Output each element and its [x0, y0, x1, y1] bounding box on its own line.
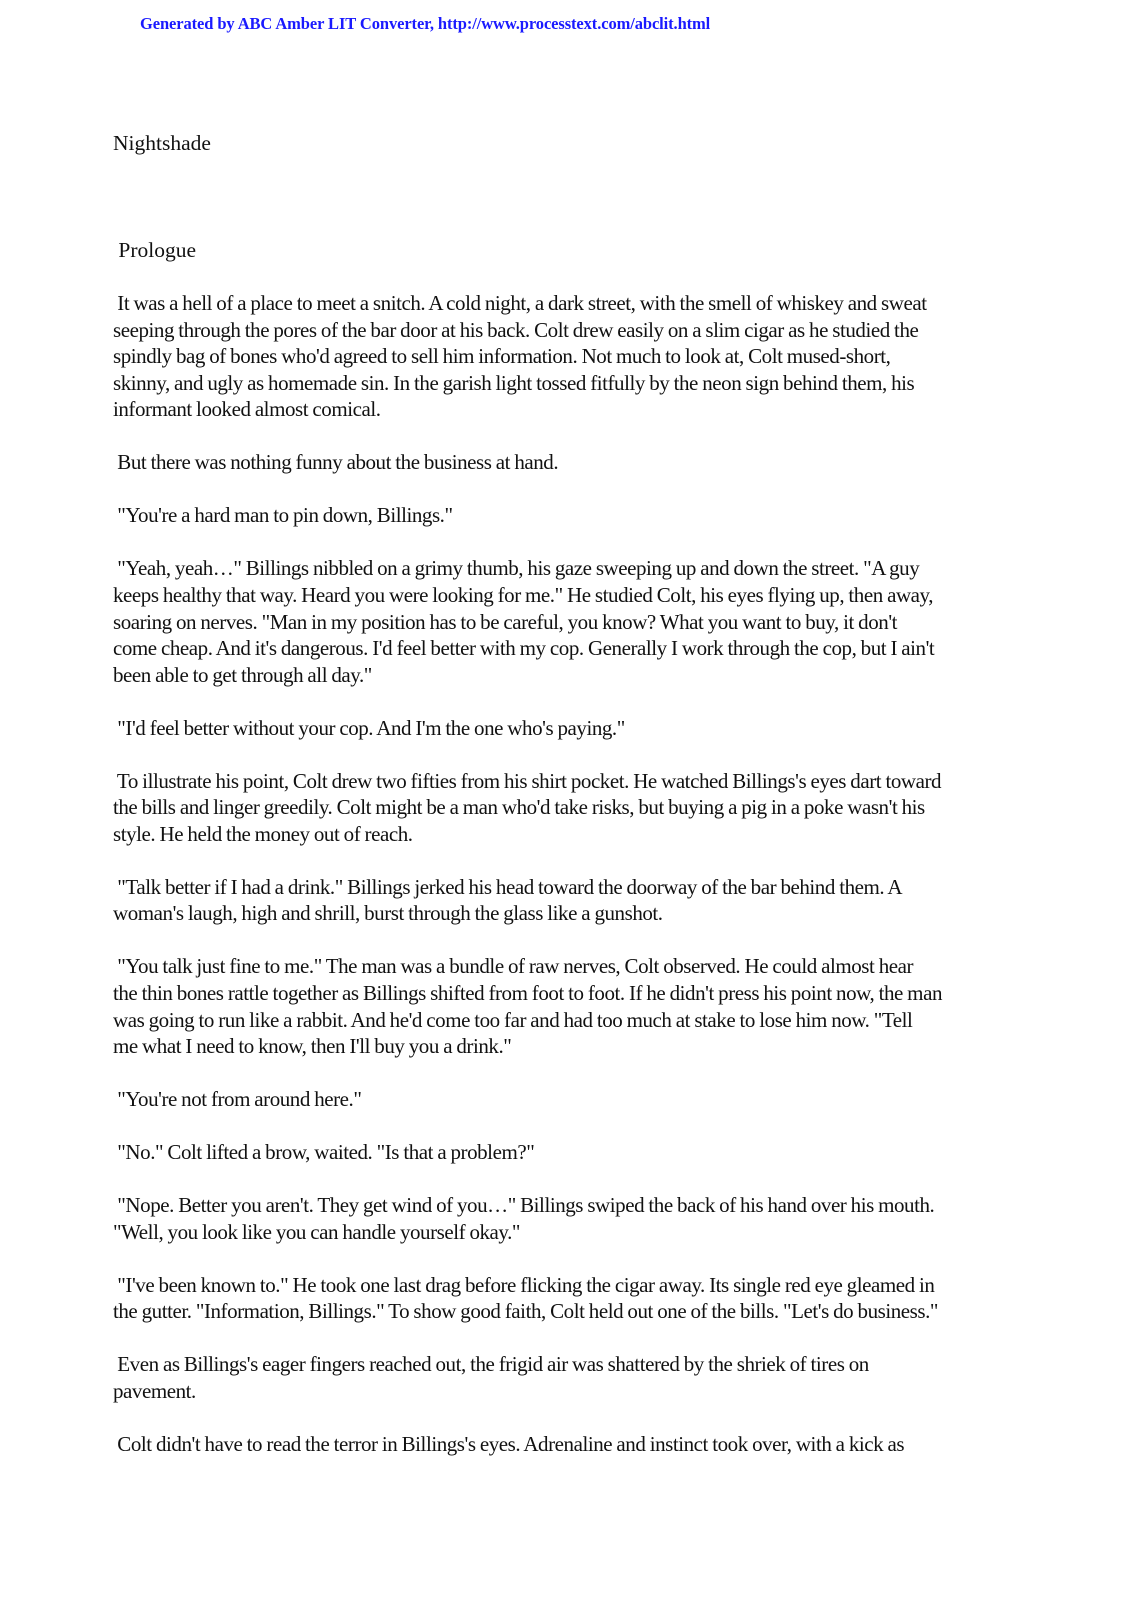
text-line: "I'd feel better without your cop. And I'm the one who's paying." — [113, 715, 625, 740]
text-line: "You're a hard man to pin down, Billings." — [113, 503, 453, 528]
text-line: skinny, and ugly as homemade sin. In the garish light tossed fitfully by the neon sign behind them, his — [113, 370, 915, 395]
text-line: the bills and linger greedily. Colt might be a man who'd take risks, but buying a pig in a poke wasn't his — [113, 795, 925, 820]
chapter-heading: Prologue — [113, 238, 197, 262]
text-line: But there was nothing funny about the business at hand. — [113, 450, 559, 475]
paragraph — [113, 555, 1013, 688]
text-line: To illustrate his point, Colt drew two fifties from his shirt pocket. He watched Billings's eyes dart toward — [113, 768, 942, 793]
paragraph — [113, 449, 1013, 476]
text-line: come cheap. And it's dangerous. I'd feel better with my cop. Generally I work through the cop, but I ain't — [113, 636, 935, 661]
paragraph — [113, 953, 1013, 1059]
text-line: It was a hell of a place to meet a snitch. A cold night, a dark street, with the smell of whiskey and sweat — [113, 291, 927, 315]
paragraph — [113, 290, 1013, 423]
text-line: me what I need to know, then I'll buy you a drink." — [113, 1034, 512, 1059]
paragraph — [113, 1431, 1013, 1458]
text-line: the thin bones rattle together as Billings shifted from foot to foot. If he didn't press his point now, the man — [113, 981, 942, 1006]
text-line: "I've been known to." He took one last drag before flicking the cigar away. Its single red eye gleamed in — [113, 1272, 935, 1297]
paragraph — [113, 1139, 1013, 1166]
text-line: informant looked almost comical. — [113, 397, 381, 422]
text-line: "Nope. Better you aren't. They get wind of you…" Billings swiped the back of his hand over his mouth. — [113, 1193, 935, 1218]
text-line: Colt didn't have to read the terror in Billings's eyes. Adrenaline and instinct took over, with a kick as — [113, 1431, 905, 1456]
text-line: was going to run like a rabbit. And he'd come too far and had too much at stake to lose him now. "Tell — [113, 1007, 913, 1032]
document-title: Nightshade — [113, 131, 211, 155]
paragraph — [113, 502, 1013, 529]
text-line: "Talk better if I had a drink." Billings jerked his head toward the doorway of the bar behind them. A — [113, 874, 903, 899]
paragraph — [113, 874, 1013, 927]
text-line: "Well, you look like you can handle yourself okay." — [113, 1219, 521, 1244]
paragraph — [113, 768, 1013, 848]
text-line: "Yeah, yeah…" Billings nibbled on a grimy thumb, his gaze sweeping up and down the street. "A guy — [113, 556, 920, 581]
paragraph — [113, 1086, 1013, 1113]
text-line: "You talk just fine to me." The man was a bundle of raw nerves, Colt observed. He could almost hear — [113, 954, 914, 979]
paragraph — [113, 1192, 1013, 1245]
converter-banner-link[interactable]: Generated by ABC Amber LIT Converter, http://www.processtext.com/abclit.html — [140, 14, 711, 33]
text-line: "You're not from around here." — [113, 1087, 362, 1112]
text-line: woman's laugh, high and shrill, burst through the glass like a gunshot. — [113, 901, 663, 926]
text-line: pavement. — [113, 1378, 196, 1403]
document-body — [113, 290, 1013, 1484]
text-line: been able to get through all day." — [113, 662, 372, 687]
text-line: Even as Billings's eager fingers reached out, the frigid air was shattered by the shriek of tires on — [113, 1352, 869, 1377]
text-line: "No." Colt lifted a brow, waited. "Is that a problem?" — [113, 1140, 535, 1165]
text-line: the gutter. "Information, Billings." To show good faith, Colt held out one of the bills. "Let's do business." — [113, 1299, 939, 1324]
paragraph — [113, 715, 1013, 742]
paragraph — [113, 1351, 1013, 1404]
text-line: style. He held the money out of reach. — [113, 821, 413, 846]
text-line: spindly bag of bones who'd agreed to sell him information. Not much to look at, Colt mused-short, — [113, 344, 891, 369]
text-line: seeping through the pores of the bar door at his back. Colt drew easily on a slim cigar as he studied the — [113, 317, 919, 342]
paragraph — [113, 1272, 1013, 1325]
text-line: soaring on nerves. "Man in my position has to be careful, you know? What you want to buy, it don't — [113, 609, 898, 634]
text-line: keeps healthy that way. Heard you were looking for me." He studied Colt, his eyes flying up, then away, — [113, 582, 934, 607]
